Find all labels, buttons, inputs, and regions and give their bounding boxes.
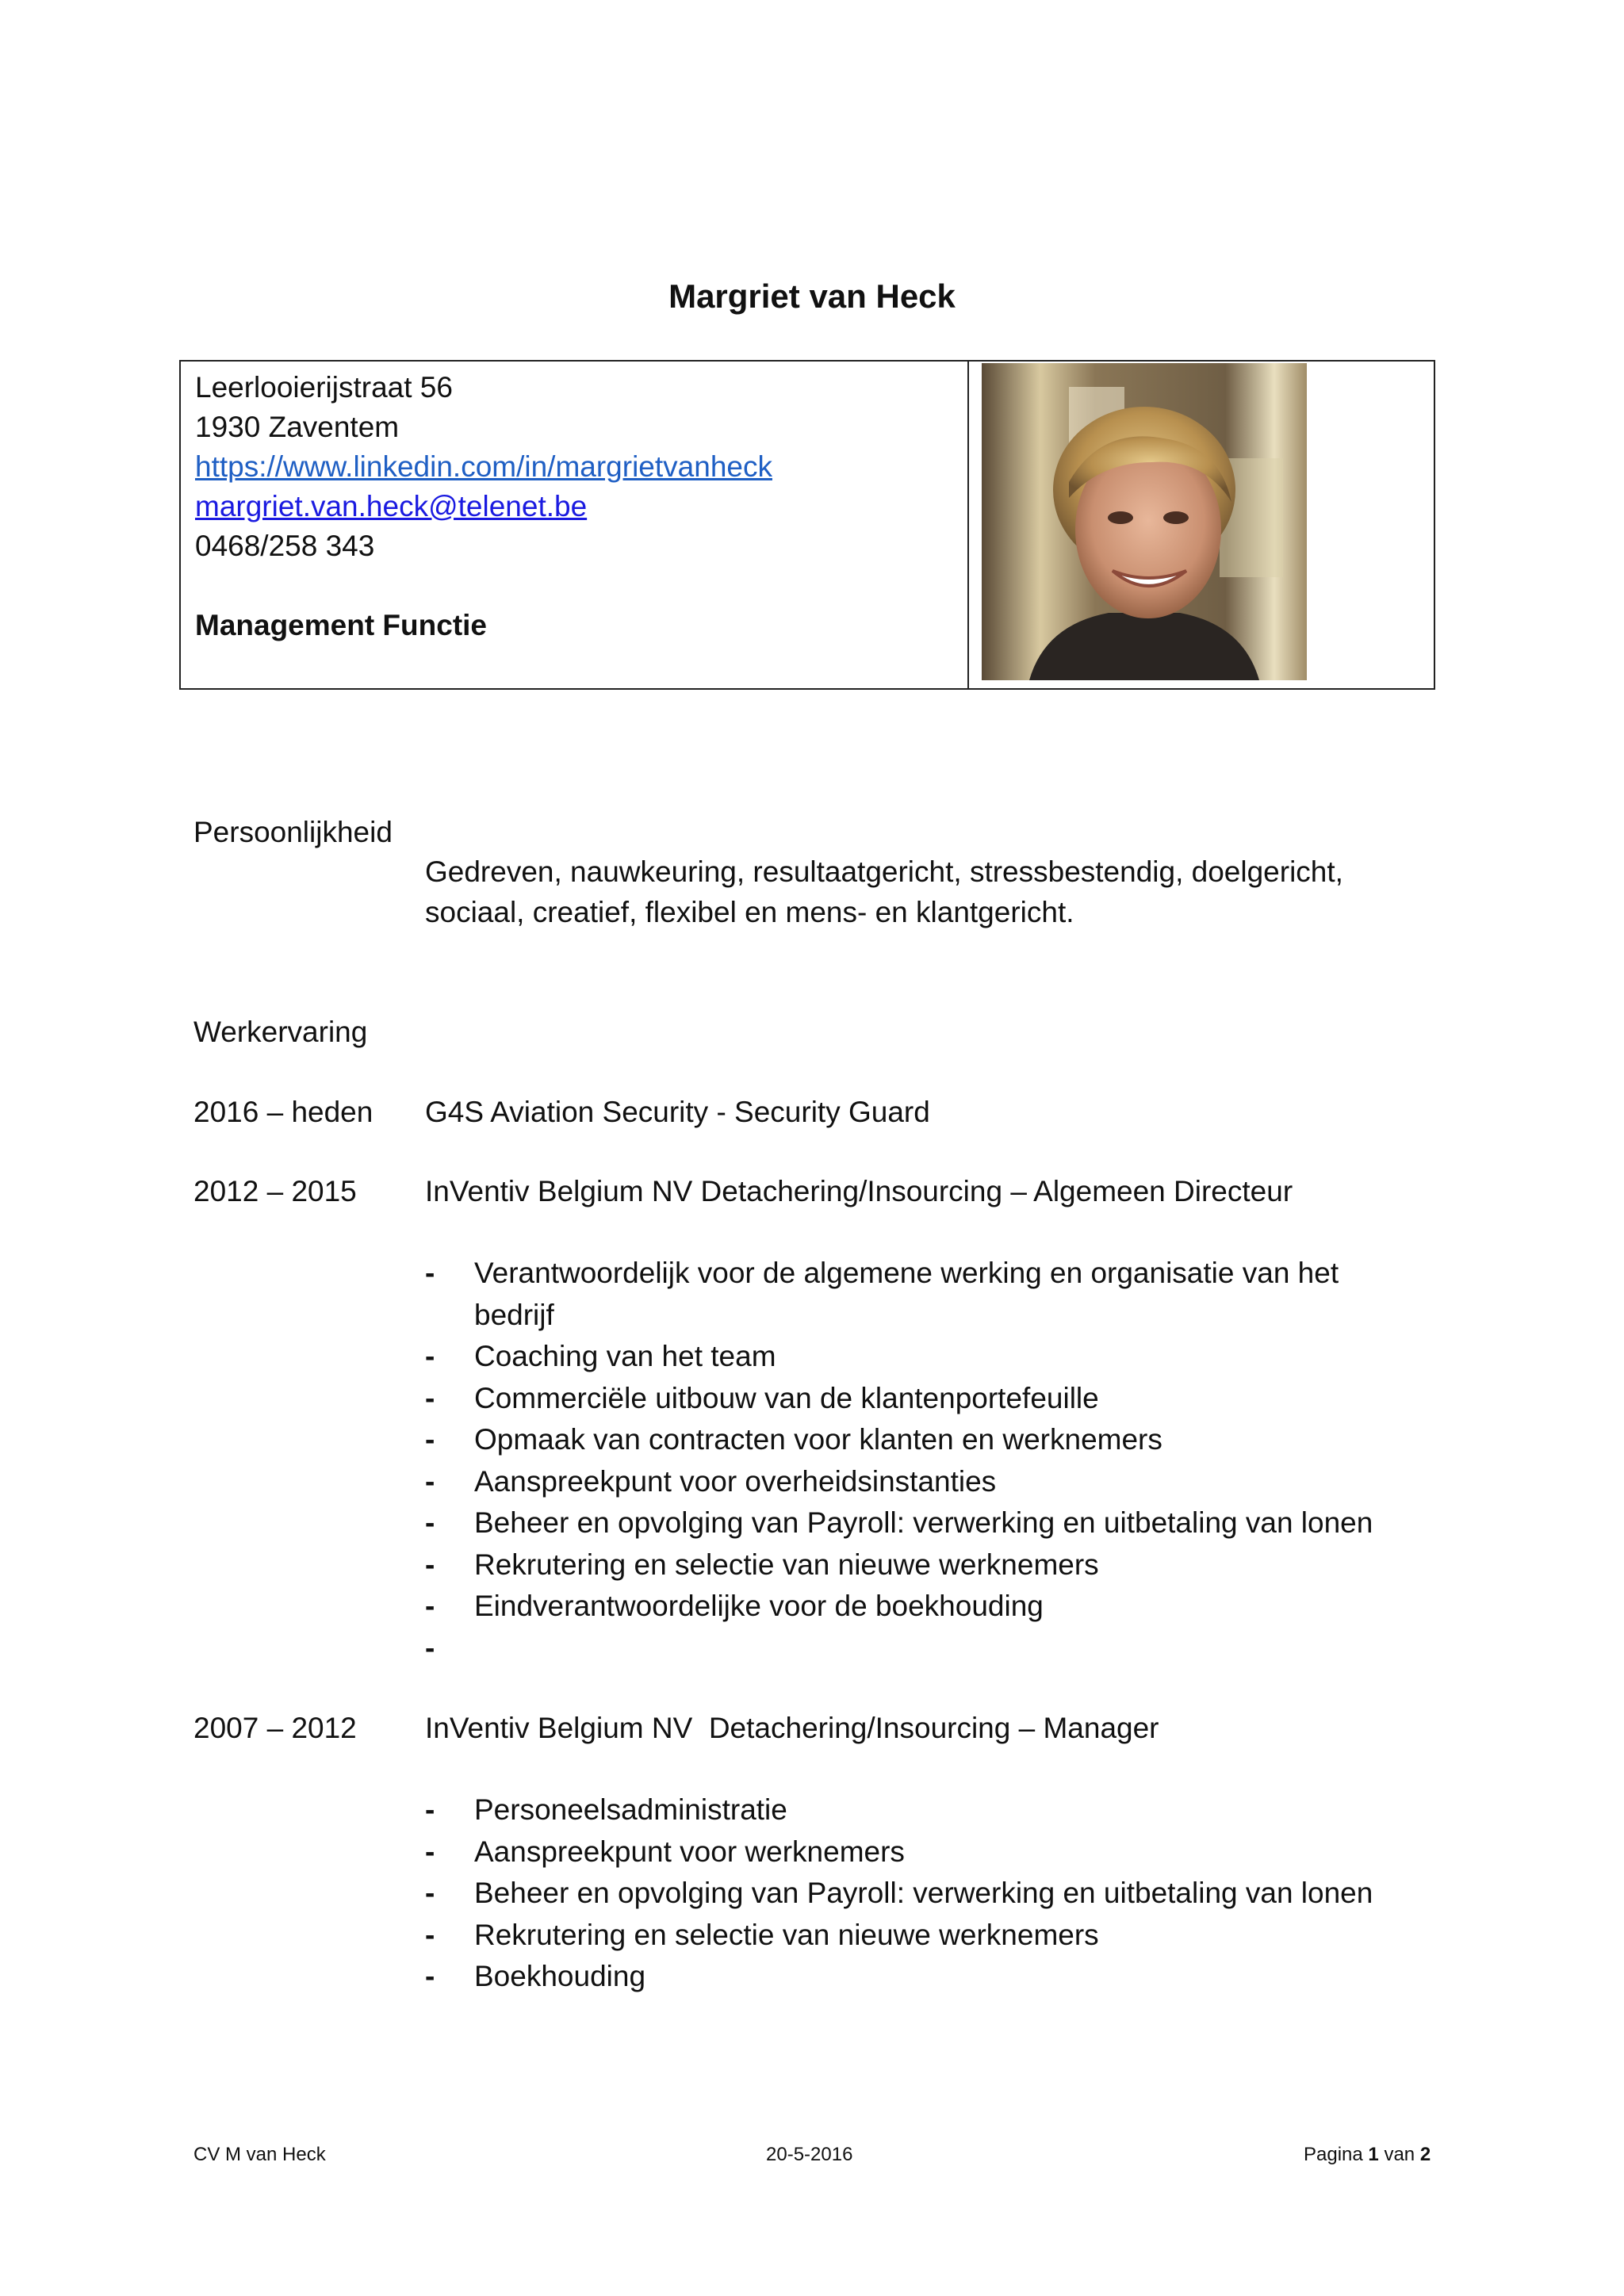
footer-page-number	[1304, 2143, 1431, 2167]
phone-number: 0468/258 343	[195, 530, 375, 562]
bullet-dash: -	[425, 1590, 435, 1622]
bullet-dash: -	[425, 1918, 435, 1951]
task-text	[474, 1628, 1473, 1670]
bullet-dash: -	[425, 1340, 435, 1372]
personality-line-1: Gedreven, nauwkeuring, resultaatgericht, stressbestendig, doelgericht,	[425, 855, 1343, 888]
task-list	[425, 1789, 1473, 1998]
contact-box	[179, 360, 1435, 690]
contact-cell	[181, 362, 969, 688]
task-text: Coaching van het team	[474, 1340, 776, 1372]
task-text: Commerciële uitbouw van de klantenportefeuille	[474, 1381, 1099, 1414]
list-item	[425, 1502, 1473, 1544]
address-city: 1930 Zaventem	[195, 411, 400, 443]
task-list	[425, 1253, 1473, 1669]
footer-page-word: Pagina	[1304, 2144, 1363, 2165]
bullet-dash: -	[425, 1381, 435, 1414]
list-item	[425, 1461, 1473, 1503]
footer-left: CV M van Heck	[193, 2144, 326, 2165]
list-item	[425, 1628, 1473, 1670]
footer-page-current: 1	[1368, 2144, 1379, 2165]
section-label-experience: Werkervaring	[193, 1016, 368, 1048]
footer-page-total: 2	[1419, 2144, 1431, 2165]
footer-date: 20-5-2016	[766, 2144, 853, 2165]
list-item	[425, 1419, 1473, 1461]
photo-cell	[969, 362, 1434, 688]
list-item	[425, 1544, 1473, 1586]
personality-line-2: sociaal, creatief, flexibel en mens- en klantgericht.	[425, 896, 1074, 928]
desired-function: Management Functie	[195, 609, 487, 641]
task-text: Verantwoordelijk voor de algemene werking en organisatie van het bedrijf	[474, 1257, 1339, 1331]
job-period: 2012 – 2015	[193, 1175, 357, 1207]
bullet-dash: -	[425, 1548, 435, 1581]
bullet-dash: -	[425, 1835, 435, 1868]
profile-photo	[982, 363, 1307, 680]
job-title: G4S Aviation Security - Security Guard	[425, 1096, 930, 1128]
footer-of-word: van	[1384, 2144, 1415, 2165]
list-item	[425, 1336, 1473, 1378]
bullet-dash: -	[425, 1793, 435, 1826]
list-item	[425, 1789, 1473, 1831]
job-period: 2016 – heden	[193, 1096, 373, 1128]
task-text: Rekrutering en selectie van nieuwe werknemers	[474, 1918, 1099, 1951]
list-item	[425, 1378, 1473, 1420]
section-label-personality: Persoonlijkheid	[193, 816, 393, 848]
list-item	[425, 1831, 1473, 1873]
task-text: Beheer en opvolging van Payroll: verwerking en uitbetaling van lonen	[474, 1506, 1373, 1539]
task-text: Personeelsadministratie	[474, 1793, 787, 1826]
bullet-dash: -	[425, 1464, 435, 1498]
bullet-dash: -	[425, 1423, 435, 1456]
task-text: Aanspreekpunt voor werknemers	[474, 1835, 905, 1868]
task-text: Opmaak van contracten voor klanten en werknemers	[474, 1423, 1162, 1456]
task-text: Aanspreekpunt voor overheidsinstanties	[474, 1464, 997, 1498]
bullet-dash: -	[425, 1257, 435, 1289]
list-item	[425, 1915, 1473, 1957]
page-title: Margriet van Heck	[668, 277, 956, 315]
task-text: Boekhouding	[474, 1960, 646, 1992]
linkedin-link[interactable]: https://www.linkedin.com/in/margrietvanheck	[195, 450, 772, 483]
bullet-dash: -	[425, 1877, 435, 1909]
task-text: Eindverantwoordelijke voor de boekhouding	[474, 1590, 1044, 1622]
bullet-dash: -	[425, 1960, 435, 1992]
bullet-dash: -	[425, 1631, 435, 1664]
email-link[interactable]: margriet.van.heck@telenet.be	[195, 490, 588, 522]
task-text: Rekrutering en selectie van nieuwe werknemers	[474, 1548, 1099, 1581]
job-title: InVentiv Belgium NV Detachering/Insourcing – Algemeen Directeur	[425, 1175, 1293, 1207]
list-item	[425, 1253, 1457, 1336]
task-text: Beheer en opvolging van Payroll: verwerking en uitbetaling van lonen	[474, 1877, 1373, 1909]
job-period: 2007 – 2012	[193, 1712, 357, 1744]
list-item	[425, 1586, 1473, 1628]
job-title: InVentiv Belgium NV Detachering/Insourcing – Manager	[425, 1712, 1159, 1744]
address-street: Leerlooierijstraat 56	[195, 371, 453, 404]
bullet-dash: -	[425, 1506, 435, 1539]
list-item	[425, 1956, 1473, 1998]
list-item	[425, 1873, 1473, 1915]
